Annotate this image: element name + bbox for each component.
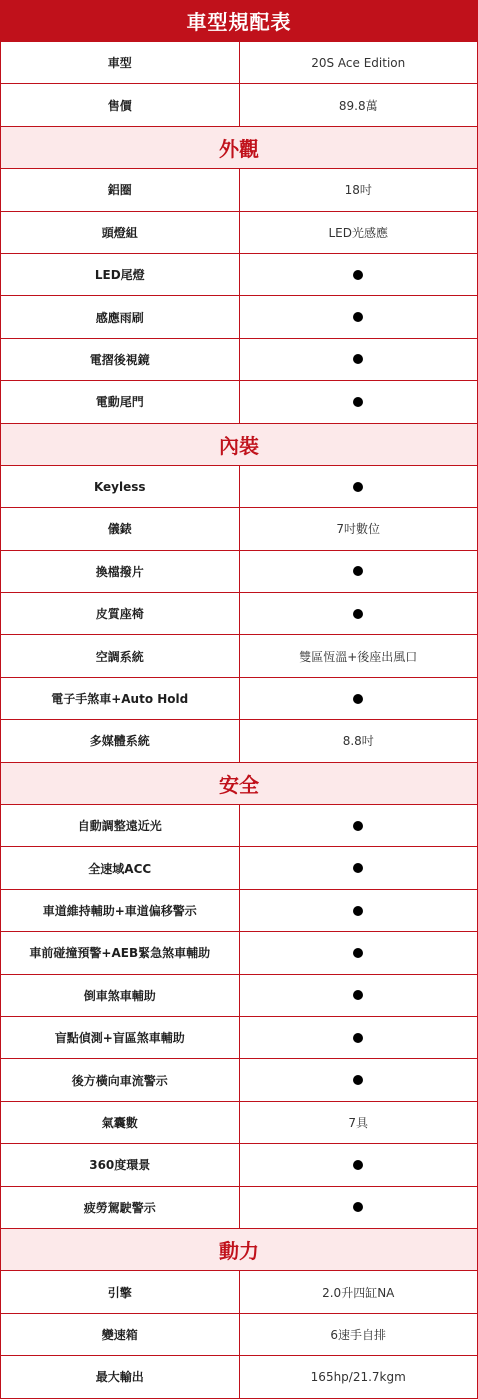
spec-value: 7吋數位	[336, 522, 381, 537]
spec-value-included	[240, 1187, 478, 1228]
filled-circle-icon	[353, 1033, 363, 1043]
spec-row	[0, 551, 478, 593]
filled-circle-icon	[353, 397, 363, 407]
filled-circle-icon	[353, 863, 363, 873]
filled-circle-icon	[353, 1202, 363, 1212]
spec-label: 車道維持輔助+車道偏移警示	[1, 890, 240, 931]
spec-value-included	[240, 975, 478, 1016]
filled-circle-icon	[353, 1160, 363, 1170]
spec-value: 18吋	[344, 183, 372, 198]
spec-label: 車型	[1, 42, 240, 83]
spec-label: 空調系統	[1, 635, 240, 676]
spec-label: 電動尾門	[1, 381, 240, 422]
spec-label: 電子手煞車+Auto Hold	[1, 678, 240, 719]
spec-row	[0, 805, 478, 847]
spec-row	[0, 339, 478, 381]
spec-row	[0, 508, 478, 550]
spec-value-included	[240, 932, 478, 973]
spec-value-included	[240, 847, 478, 888]
filled-circle-icon	[353, 354, 363, 364]
section-header: 動力	[0, 1229, 478, 1271]
spec-label: 變速箱	[1, 1314, 240, 1355]
filled-circle-icon	[353, 821, 363, 831]
spec-label: 盲點偵測+盲區煞車輔助	[1, 1017, 240, 1058]
spec-label: 儀錶	[1, 508, 240, 549]
spec-value-included	[240, 254, 478, 295]
spec-label: LED尾燈	[1, 254, 240, 295]
spec-value-included	[240, 339, 478, 380]
spec-value-included	[240, 890, 478, 931]
spec-label: 疲勞駕駛警示	[1, 1187, 240, 1228]
spec-row	[0, 1356, 478, 1398]
spec-value: 2.0升四缸NA	[322, 1285, 395, 1300]
spec-value: 6速手自排	[330, 1327, 387, 1342]
spec-row	[0, 1144, 478, 1186]
spec-label: 車前碰撞預警+AEB緊急煞車輔助	[1, 932, 240, 973]
filled-circle-icon	[353, 270, 363, 280]
spec-value: LED光感應	[328, 225, 388, 240]
spec-label: 換檔撥片	[1, 551, 240, 592]
spec-row	[0, 296, 478, 338]
spec-label: 氣囊數	[1, 1102, 240, 1143]
spec-row	[0, 678, 478, 720]
spec-row	[0, 847, 478, 889]
spec-value: 雙區恆溫+後座出風口	[299, 649, 418, 664]
spec-label: 感應雨刷	[1, 296, 240, 337]
page-title: 車型規配表	[0, 0, 478, 42]
filled-circle-icon	[353, 566, 363, 576]
section-header: 內裝	[0, 424, 478, 466]
spec-value-included	[240, 678, 478, 719]
filled-circle-icon	[353, 482, 363, 492]
spec-value-included	[240, 1059, 478, 1100]
spec-row	[0, 169, 478, 211]
spec-row	[0, 1187, 478, 1229]
spec-label: Keyless	[1, 466, 240, 507]
section-header: 安全	[0, 763, 478, 805]
spec-value-included	[240, 381, 478, 422]
filled-circle-icon	[353, 609, 363, 619]
spec-label: 頭燈組	[1, 212, 240, 253]
spec-value-included	[240, 593, 478, 634]
spec-row	[0, 254, 478, 296]
spec-row	[0, 1314, 478, 1356]
filled-circle-icon	[353, 694, 363, 704]
spec-row	[0, 42, 478, 84]
spec-value-included	[240, 1017, 478, 1058]
filled-circle-icon	[353, 948, 363, 958]
spec-label: 皮質座椅	[1, 593, 240, 634]
spec-row	[0, 466, 478, 508]
spec-row	[0, 1017, 478, 1059]
spec-value-included	[240, 466, 478, 507]
spec-value-included	[240, 1144, 478, 1185]
spec-label: 多媒體系統	[1, 720, 240, 761]
spec-label: 後方橫向車流警示	[1, 1059, 240, 1100]
filled-circle-icon	[353, 1075, 363, 1085]
spec-table	[0, 42, 478, 1399]
spec-value: 20S Ace Edition	[311, 55, 406, 70]
spec-value: 8.8吋	[342, 734, 374, 749]
spec-value-included	[240, 296, 478, 337]
spec-label: 360度環景	[1, 1144, 240, 1185]
spec-row	[0, 1271, 478, 1313]
section-header: 外觀	[0, 127, 478, 169]
spec-row	[0, 84, 478, 126]
spec-row	[0, 890, 478, 932]
spec-label: 倒車煞車輔助	[1, 975, 240, 1016]
spec-row	[0, 593, 478, 635]
spec-value-included	[240, 551, 478, 592]
spec-row	[0, 635, 478, 677]
spec-value-included	[240, 805, 478, 846]
spec-value: 7具	[348, 1115, 369, 1130]
spec-row	[0, 212, 478, 254]
spec-row	[0, 1102, 478, 1144]
spec-label: 售價	[1, 84, 240, 125]
spec-label: 電摺後視鏡	[1, 339, 240, 380]
spec-label: 引擎	[1, 1271, 240, 1312]
filled-circle-icon	[353, 312, 363, 322]
spec-label: 自動調整遠近光	[1, 805, 240, 846]
spec-label: 全速域ACC	[1, 847, 240, 888]
spec-value: 89.8萬	[338, 98, 378, 113]
spec-row	[0, 975, 478, 1017]
filled-circle-icon	[353, 906, 363, 916]
spec-value: 165hp/21.7kgm	[310, 1369, 406, 1384]
filled-circle-icon	[353, 990, 363, 1000]
spec-row	[0, 1059, 478, 1101]
spec-row	[0, 720, 478, 762]
spec-row	[0, 381, 478, 423]
spec-label: 鋁圈	[1, 169, 240, 210]
spec-label: 最大輸出	[1, 1356, 240, 1397]
spec-row	[0, 932, 478, 974]
